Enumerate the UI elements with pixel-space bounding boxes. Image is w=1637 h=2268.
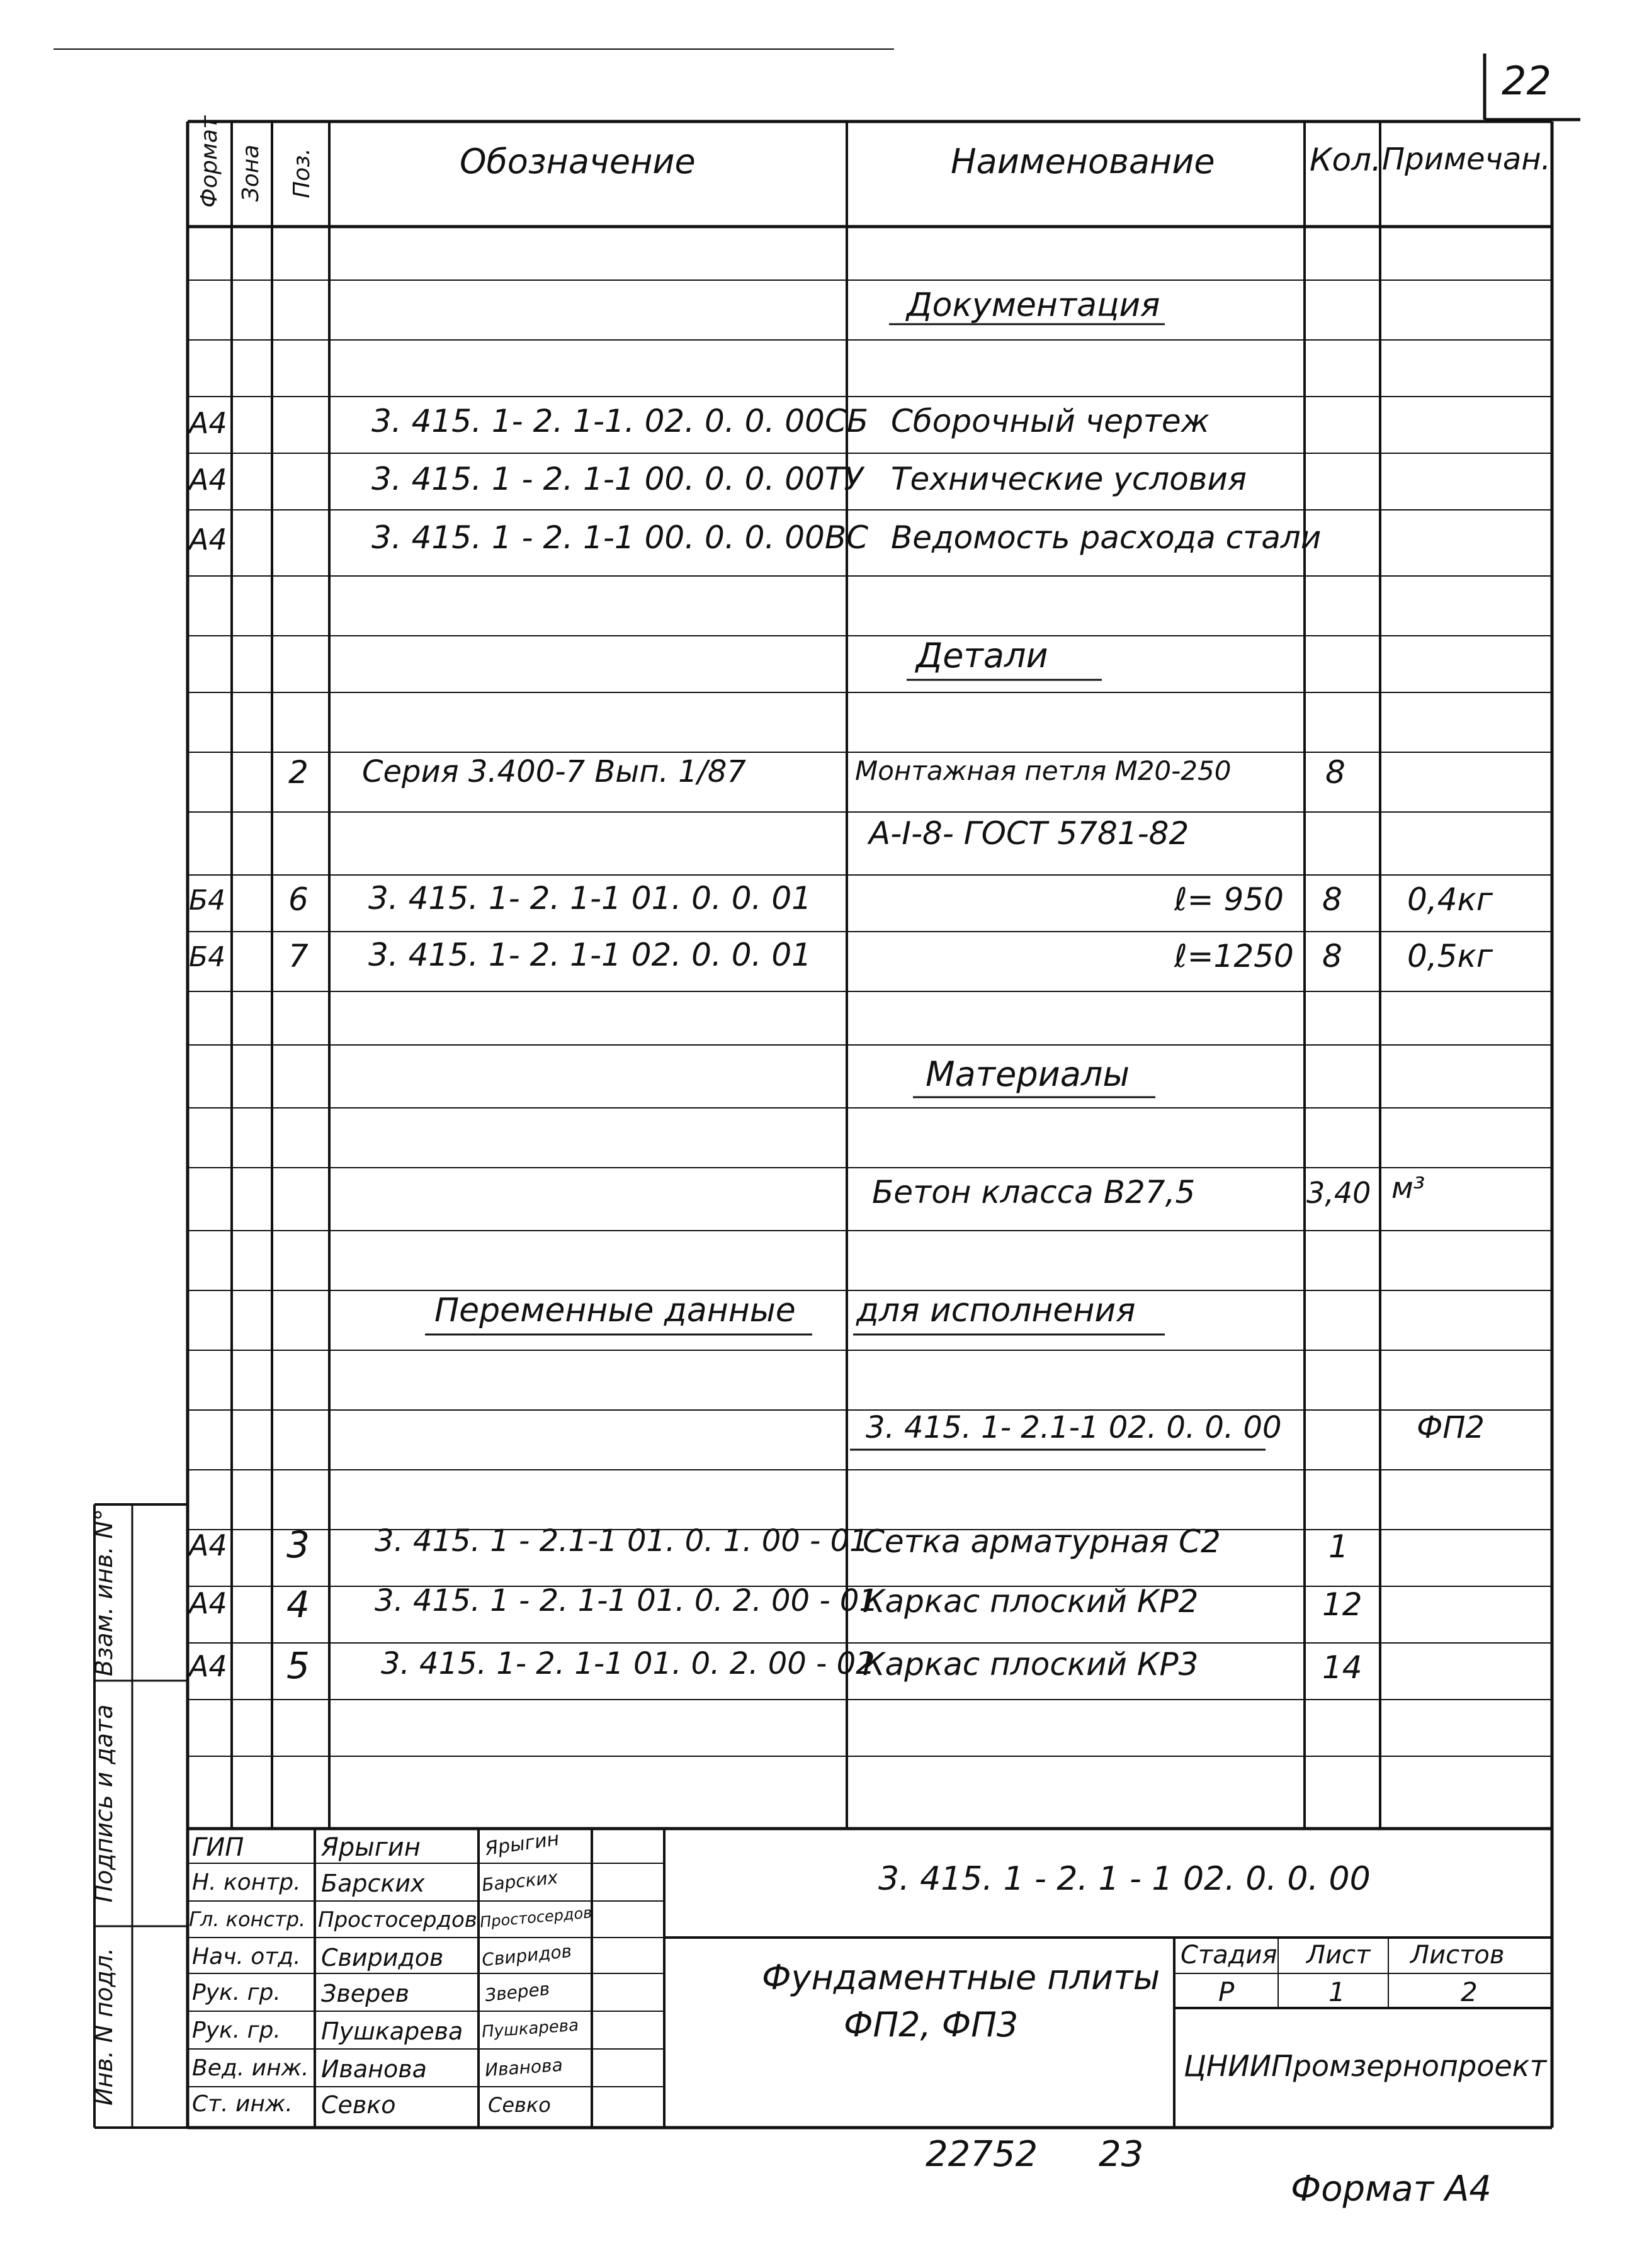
material-unit: м³ (1391, 1171, 1425, 1205)
header-name: Наименование (951, 142, 1215, 181)
variant-designation: 3. 415. 1- 2.1-1 02. 0. 0. 00 (866, 1410, 1282, 1445)
variant-item-pos: 3 (286, 1523, 310, 1566)
variant-item-name: Сетка арматурная С2 (863, 1523, 1221, 1560)
stamp-sign-date: Подпись и дата (90, 1704, 118, 1903)
person-name: Севко (321, 2091, 396, 2119)
signature: Зверев (484, 1978, 551, 2006)
detail-designation: 3. 415. 1- 2. 1-1 01. 0. 0. 01 (368, 880, 812, 917)
person-name: Ярыгин (321, 1833, 421, 1862)
header-pos: Поз. (289, 148, 315, 198)
section-variable-left: Переменные данные (434, 1292, 796, 1329)
variant-item-qty: 14 (1322, 1649, 1362, 1686)
variant-item-name: Каркас плоский КР3 (863, 1646, 1199, 1683)
variant-item-designation: 3. 415. 1 - 2. 1-1 01. 0. 2. 00 - 01 (375, 1583, 878, 1618)
material-qty: 3,40 (1306, 1176, 1371, 1210)
detail-qty: 8 (1322, 938, 1342, 974)
sheets-value: 2 (1461, 1977, 1478, 2007)
doc-name: Технические условия (891, 461, 1247, 497)
variant-item-name: Каркас плоский КР2 (863, 1583, 1199, 1620)
detail-pos: 6 (288, 881, 309, 918)
sheet-label: Лист (1306, 1941, 1371, 1970)
footer-format: Формат А4 (1291, 2169, 1492, 2209)
page-number: 22 (1502, 58, 1551, 104)
header-qty: Кол. (1310, 142, 1381, 178)
title-line1: Фундаментные плиты (762, 1958, 1160, 1997)
doc-designation: 3. 415. 1- 2. 1-1. 02. 0. 0. 00СБ (371, 403, 869, 439)
person-name: Простосердов (318, 1907, 477, 1932)
document-code: 3. 415. 1 - 2. 1 - 1 02. 0. 0. 00 (878, 1860, 1371, 1898)
variant-item-format: А4 (189, 1586, 227, 1620)
variant-item-designation: 3. 415. 1 - 2.1-1 01. 0. 1. 00 - 01 (375, 1523, 869, 1559)
doc-name: Сборочный чертеж (891, 403, 1209, 439)
section-variable-right: для исполнения (856, 1292, 1136, 1329)
detail-pos: 7 (288, 938, 309, 974)
title-line2: ФП2, ФП3 (844, 2005, 1019, 2045)
signature: Простосердов (479, 1904, 593, 1931)
stamp-inv-replace: Взам. инв. N° (90, 1509, 118, 1676)
section-materials: Материалы (926, 1054, 1130, 1094)
stage-value: Р (1218, 1977, 1235, 2007)
variant-item-format: А4 (189, 1528, 227, 1562)
organization: ЦНИИПромзернопроект (1184, 2049, 1547, 2083)
role-label: Н. контр. (192, 1870, 301, 1895)
detail-length: ℓ=1250 (1174, 938, 1294, 974)
detail-length: ℓ= 950 (1174, 881, 1284, 918)
signature: Севко (488, 2093, 551, 2117)
footer-page: 23 (1099, 2134, 1144, 2175)
role-label: ГИП (192, 1833, 244, 1862)
detail-name: Монтажная петля М20-250 (855, 755, 1232, 786)
signature: Свиридов (480, 1940, 573, 1971)
detail-qty: 8 (1322, 881, 1342, 918)
signature: Барских (480, 1866, 559, 1896)
person-name: Барских (321, 1870, 425, 1897)
person-name: Свиридов (321, 1944, 444, 1972)
detail-format: Б4 (189, 884, 226, 917)
signature: Ярыгин (484, 1827, 561, 1861)
detail-format: Б4 (189, 941, 226, 973)
role-label: Вед. инж. (192, 2055, 309, 2081)
person-name: Пушкарева (321, 2017, 463, 2045)
header-note: Примечан. (1382, 142, 1551, 177)
variant-item-qty: 12 (1322, 1586, 1362, 1623)
detail-name2: А-I-8- ГОСТ 5781-82 (869, 815, 1189, 852)
variant-item-format: А4 (189, 1649, 227, 1683)
detail-note: 0,4кг (1407, 881, 1493, 918)
section-documentation: Документация (907, 286, 1160, 324)
sheet-value: 1 (1328, 1977, 1345, 2007)
variant-item-pos: 5 (286, 1644, 310, 1687)
role-label: Нач. отд. (192, 1944, 301, 1970)
detail-designation: 3. 415. 1- 2. 1-1 02. 0. 0. 01 (368, 937, 812, 973)
stamp-inv-original: Инв. N подл. (90, 1947, 118, 2106)
section-details: Детали (916, 636, 1048, 675)
sheets-label: Листов (1410, 1941, 1505, 1970)
doc-format: А4 (189, 522, 227, 556)
person-name: Зверев (321, 1980, 410, 2007)
variant-note: ФП2 (1417, 1410, 1485, 1445)
variant-item-designation: 3. 415. 1- 2. 1-1 01. 0. 2. 00 - 02 (381, 1646, 875, 1681)
role-label: Гл. констр. (189, 1907, 306, 1931)
doc-format: А4 (189, 406, 227, 440)
material-name: Бетон класса В27,5 (872, 1174, 1196, 1210)
doc-format: А4 (189, 463, 227, 497)
header-designation: Обозначение (460, 142, 696, 181)
stage-label: Стадия (1181, 1941, 1277, 1970)
variant-item-qty: 1 (1328, 1528, 1349, 1565)
footer-number: 22752 (926, 2134, 1038, 2175)
role-label: Рук. гр. (192, 2017, 281, 2043)
role-label: Ст. инж. (192, 2091, 293, 2117)
signature: Иванова (484, 2054, 564, 2081)
header-zone: Зона (238, 144, 264, 202)
detail-pos: 2 (288, 754, 309, 791)
detail-designation: Серия 3.400-7 Вып. 1/87 (362, 754, 746, 789)
detail-qty: 8 (1325, 754, 1345, 791)
doc-name: Ведомость расхода стали (891, 519, 1322, 556)
variant-item-pos: 4 (286, 1583, 310, 1626)
signature: Пушкарева (481, 2016, 579, 2042)
header-format: Формат (196, 115, 222, 208)
detail-note: 0,5кг (1407, 938, 1493, 974)
doc-designation: 3. 415. 1 - 2. 1-1 00. 0. 0. 00ТУ (371, 461, 863, 497)
person-name: Иванова (321, 2055, 427, 2083)
role-label: Рук. гр. (192, 1980, 281, 2006)
doc-designation: 3. 415. 1 - 2. 1-1 00. 0. 0. 00ВС (371, 519, 869, 556)
